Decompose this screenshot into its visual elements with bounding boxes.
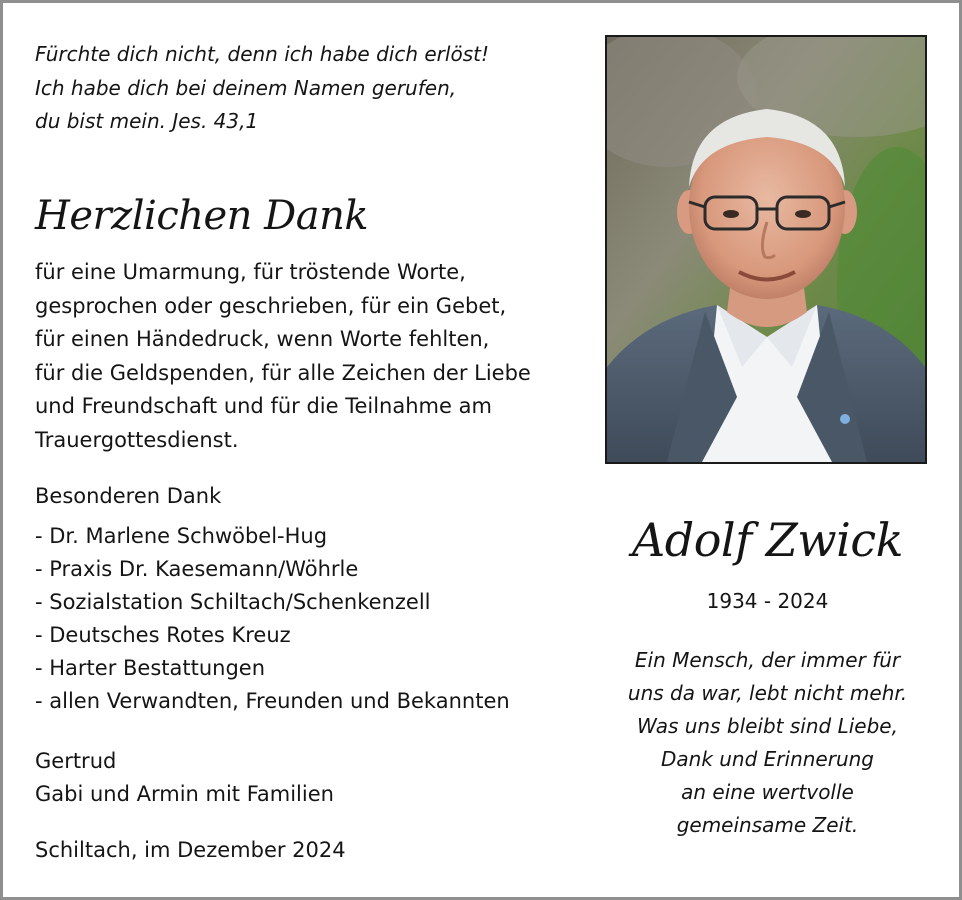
- poem-line: Dank und Erinnerung: [660, 747, 875, 771]
- thanks-line: für die Geldspenden, für alle Zeichen der Liebe: [35, 360, 531, 385]
- place-date: [35, 834, 595, 867]
- special-thanks-item: - allen Verwandten, Freunden und Bekannten: [35, 689, 510, 713]
- poem-line: gemeinsame Zeit.: [676, 813, 859, 837]
- special-thanks-heading: Besonderen Dank: [35, 484, 222, 508]
- signer-line: Gabi und Armin mit Familien: [35, 782, 334, 806]
- special-thanks-item: - Praxis Dr. Kaesemann/Wöhrle: [35, 557, 359, 581]
- verse-line: Fürchte dich nicht, denn ich habe dich erlöst!: [35, 42, 489, 66]
- thanks-line: Trauergottesdienst.: [35, 427, 239, 452]
- portrait-photo: [605, 35, 927, 464]
- signers: [35, 745, 595, 811]
- special-thanks-item: - Dr. Marlene Schwöbel-Hug: [35, 524, 328, 548]
- deceased-name: Adolf Zwick: [632, 513, 903, 567]
- verse-line: Ich habe dich bei deinem Namen gerufen,: [35, 75, 457, 100]
- verse-line: du bist mein. Jes. 43,1: [35, 109, 259, 133]
- bible-verse: [35, 38, 575, 139]
- thanks-text: [35, 256, 595, 457]
- poem-line: uns da war, lebt nicht mehr.: [627, 681, 908, 705]
- life-years: 1934 - 2024: [706, 589, 829, 613]
- special-thanks-item: - Sozialstation Schiltach/Schenkenzell: [35, 590, 431, 614]
- portrait-illustration: [607, 37, 925, 462]
- memorial-poem: [600, 644, 935, 842]
- special-thanks-item: - Harter Bestattungen: [35, 656, 266, 680]
- thanks-line: und Freundschaft und für die Teilnahme am: [35, 394, 492, 418]
- special-thanks: [35, 480, 595, 718]
- thanks-line: gesprochen oder geschrieben, für ein Gebet,: [35, 293, 507, 318]
- signer-line: Gertrud: [35, 749, 117, 773]
- poem-line: Ein Mensch, der immer für: [634, 648, 901, 672]
- special-thanks-item: - Deutsches Rotes Kreuz: [35, 623, 291, 647]
- poem-line: Was uns bleibt sind Liebe,: [637, 714, 898, 738]
- thanks-line: für einen Händedruck, wenn Worte fehlten,: [35, 327, 490, 351]
- thanks-heading: Herzlichen Dank: [35, 193, 369, 239]
- place-date-text: Schiltach, im Dezember 2024: [35, 838, 346, 862]
- poem-line: an eine wertvolle: [681, 780, 854, 804]
- thanks-line: für eine Umarmung, für tröstende Worte,: [35, 260, 466, 284]
